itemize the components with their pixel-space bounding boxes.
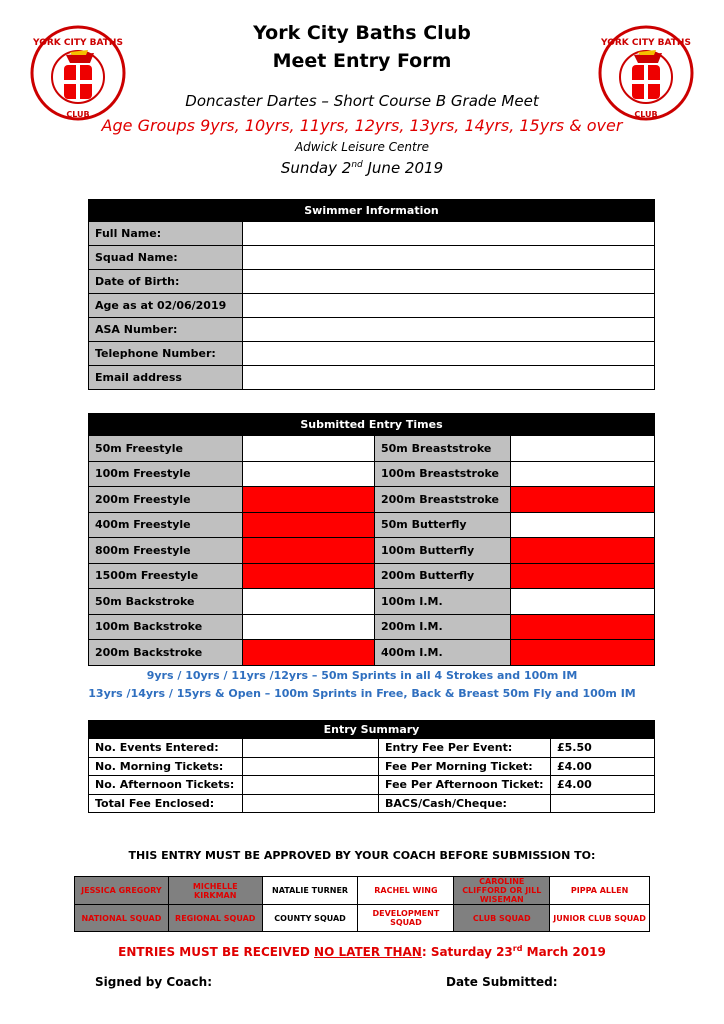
age-field[interactable] (243, 294, 655, 318)
coach-cell: JESSICA GREGORY (75, 877, 169, 905)
date-submitted-label: Date Submitted: (446, 975, 558, 989)
entry-times-row (89, 589, 655, 615)
entry-times-row (89, 461, 655, 487)
summary-label: No. Morning Tickets: (89, 757, 243, 776)
event-label: 400m Freestyle (89, 512, 243, 538)
coach-table (74, 876, 650, 932)
event-time-field[interactable] (243, 487, 375, 513)
squad-cell: CLUB SQUAD (454, 905, 550, 932)
summary-label: BACS/Cash/Cheque: (379, 794, 551, 813)
meet-date: Sunday 2nd June 2019 (280, 159, 444, 177)
event-label: 400m I.M. (375, 640, 511, 666)
dob-label: Date of Birth: (89, 270, 243, 294)
event-label: 200m Butterfly (375, 563, 511, 589)
age-groups: Age Groups 9yrs, 10yrs, 11yrs, 12yrs, 13yrs, 14yrs, 15yrs & over (101, 116, 623, 135)
email-field[interactable] (243, 366, 655, 390)
coach-cell: RACHEL WING (358, 877, 454, 905)
event-label: 50m Butterfly (375, 512, 511, 538)
club-title: York City Baths Club (253, 22, 471, 44)
summary-value (551, 794, 655, 813)
event-label: 200m Freestyle (89, 487, 243, 513)
summary-row (89, 757, 655, 776)
event-label: 50m Breaststroke (375, 436, 511, 462)
squad-name-label: Squad Name: (89, 246, 243, 270)
event-label: 100m Breaststroke (375, 461, 511, 487)
entry-times-row (89, 640, 655, 666)
summary-value: £5.50 (551, 739, 655, 758)
entry-times-table (88, 413, 655, 666)
coach-cell: MICHELLE KIRKMAN (168, 877, 262, 905)
event-time-field[interactable] (243, 563, 375, 589)
event-label: 100m Butterfly (375, 538, 511, 564)
svg-text:YORK CITY BATHS: YORK CITY BATHS (601, 38, 691, 48)
svg-text:CLUB: CLUB (66, 110, 90, 119)
event-time-field[interactable] (511, 487, 655, 513)
event-label: 100m I.M. (375, 589, 511, 615)
summary-input[interactable] (243, 757, 379, 776)
full-name-label: Full Name: (89, 222, 243, 246)
squad-cell: COUNTY SQUAD (262, 905, 358, 932)
swimmer-info-table (88, 199, 655, 390)
venue: Adwick Leisure Centre (294, 140, 430, 154)
coach-cell: CAROLINE CLIFFORD OR JILL WISEMAN (454, 877, 550, 905)
entry-times-row (89, 563, 655, 589)
telephone-field[interactable] (243, 342, 655, 366)
event-label: 200m I.M. (375, 614, 511, 640)
entry-summary-table (88, 720, 655, 813)
squad-cell: JUNIOR CLUB SQUAD (550, 905, 650, 932)
event-label: 100m Backstroke (89, 614, 243, 640)
asa-number-label: ASA Number: (89, 318, 243, 342)
event-time-field[interactable] (243, 589, 375, 615)
svg-text:YORK CITY BATHS: YORK CITY BATHS (33, 38, 123, 48)
summary-row (89, 776, 655, 795)
event-time-field[interactable] (243, 640, 375, 666)
event-time-field[interactable] (243, 461, 375, 487)
age-note-junior: 9yrs / 10yrs / 11yrs /12yrs – 50m Sprints in all 4 Strokes and 100m IM (146, 669, 578, 682)
summary-label: Total Fee Enclosed: (89, 794, 243, 813)
event-time-field[interactable] (243, 436, 375, 462)
event-time-field[interactable] (511, 563, 655, 589)
event-label: 200m Breaststroke (375, 487, 511, 513)
event-time-field[interactable] (511, 538, 655, 564)
entry-times-title: Submitted Entry Times (89, 414, 655, 436)
summary-label: Fee Per Afternoon Ticket: (379, 776, 551, 795)
approval-heading: THIS ENTRY MUST BE APPROVED BY YOUR COACH BEFORE SUBMISSION TO: (128, 849, 596, 862)
summary-row (89, 739, 655, 758)
event-label: 800m Freestyle (89, 538, 243, 564)
summary-input[interactable] (243, 794, 379, 813)
asa-number-field[interactable] (243, 318, 655, 342)
event-time-field[interactable] (243, 614, 375, 640)
telephone-label: Telephone Number: (89, 342, 243, 366)
event-label: 200m Backstroke (89, 640, 243, 666)
squad-cell: NATIONAL SQUAD (75, 905, 169, 932)
coach-cell: NATALIE TURNER (262, 877, 358, 905)
summary-input[interactable] (243, 776, 379, 795)
summary-label: Fee Per Morning Ticket: (379, 757, 551, 776)
event-time-field[interactable] (511, 436, 655, 462)
event-time-field[interactable] (243, 512, 375, 538)
event-label: 50m Freestyle (89, 436, 243, 462)
squad-name-field[interactable] (243, 246, 655, 270)
summary-label: No. Events Entered: (89, 739, 243, 758)
svg-text:CLUB: CLUB (634, 110, 658, 119)
entry-times-row (89, 487, 655, 513)
entry-times-row (89, 436, 655, 462)
summary-label: No. Afternoon Tickets: (89, 776, 243, 795)
entry-times-row (89, 538, 655, 564)
form-title: Meet Entry Form (272, 50, 452, 72)
summary-value: £4.00 (551, 757, 655, 776)
event-time-field[interactable] (511, 589, 655, 615)
summary-row (89, 794, 655, 813)
full-name-field[interactable] (243, 222, 655, 246)
age-label: Age as at 02/06/2019 (89, 294, 243, 318)
entry-summary-title: Entry Summary (89, 721, 655, 739)
signed-by-coach-label: Signed by Coach: (95, 975, 212, 989)
event-time-field[interactable] (511, 512, 655, 538)
event-time-field[interactable] (511, 461, 655, 487)
coach-cell: PIPPA ALLEN (550, 877, 650, 905)
entry-times-row (89, 614, 655, 640)
meet-name: Doncaster Dartes – Short Course B Grade Meet (185, 92, 539, 110)
summary-input[interactable] (243, 739, 379, 758)
summary-label: Entry Fee Per Event: (379, 739, 551, 758)
event-label: 50m Backstroke (89, 589, 243, 615)
event-label: 1500m Freestyle (89, 563, 243, 589)
entry-times-row (89, 512, 655, 538)
squad-cell: DEVELOPMENT SQUAD (358, 905, 454, 932)
squad-cell: REGIONAL SQUAD (168, 905, 262, 932)
dob-field[interactable] (243, 270, 655, 294)
swimmer-info-title: Swimmer Information (89, 200, 655, 222)
event-label: 100m Freestyle (89, 461, 243, 487)
event-time-field[interactable] (511, 614, 655, 640)
age-note-senior: 13yrs /14yrs / 15yrs & Open – 100m Sprints in Free, Back & Breast 50m Fly and 100m IM (88, 687, 636, 700)
email-label: Email address (89, 366, 243, 390)
event-time-field[interactable] (243, 538, 375, 564)
deadline-text: ENTRIES MUST BE RECEIVED NO LATER THAN: Saturday 23rd March 2019 (118, 944, 606, 959)
event-time-field[interactable] (511, 640, 655, 666)
summary-value: £4.00 (551, 776, 655, 795)
